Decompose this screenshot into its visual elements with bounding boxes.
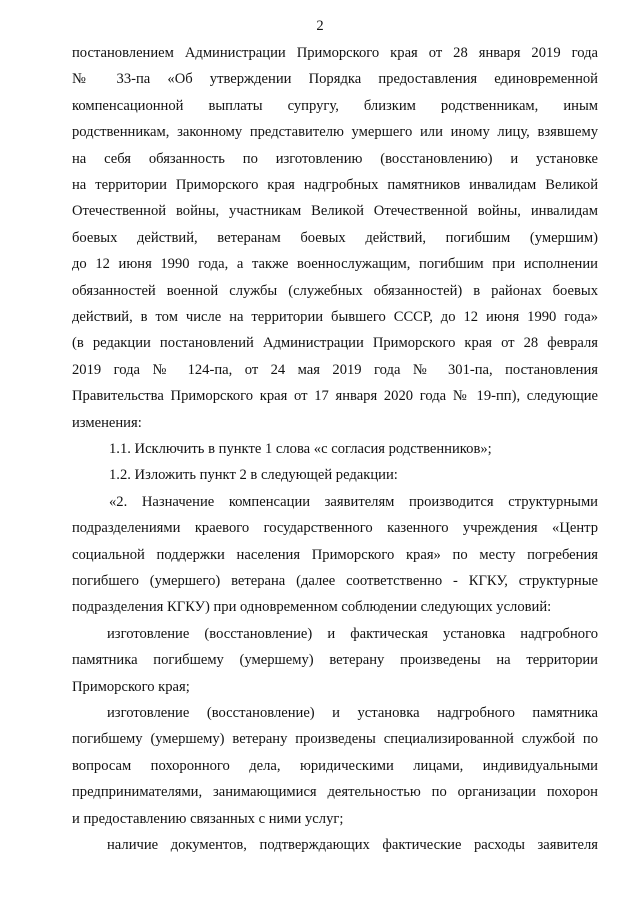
text-line: изготовление (восстановление) и фактическая установка надгробного — [107, 625, 598, 642]
text-line: 1.1. Исключить в пункте 1 слова «с согласия родственников»; — [109, 441, 492, 457]
text-line: постановлением Администрации Приморского края от 28 января 2019 года — [72, 45, 598, 61]
text-line: обязанностей военной службы (служебных обязанностей) в районах боевых — [72, 282, 598, 299]
text-line: боевых действий, ветеранам боевых действий, погибшим (умершим) — [72, 229, 598, 246]
text-line: подразделения КГКУ) при одновременном соблюдении следующих условий: — [72, 599, 552, 616]
text-line: погибшего (умершего) ветерана (далее соответственно - КГКУ, структурные — [72, 573, 598, 589]
text-line: и предоставлению связанных с ними услуг; — [72, 810, 344, 827]
text-line: изменения: — [72, 414, 142, 431]
text-line: наличие документов, подтверждающих фактические расходы заявителя — [107, 837, 598, 853]
text-line: 2019 года № 124-па, от 24 мая 2019 года № 301-па, постановления — [72, 361, 598, 378]
text-line: Правительства Приморского края от 17 января 2020 года № 19-пп), следующие — [72, 388, 598, 405]
page-number: 2 — [316, 18, 324, 34]
text-line: Отечественной войны, участникам Великой Отечественной войны, инвалидам — [72, 203, 598, 220]
text-line: «2. Назначение компенсации заявителям производится структурными — [109, 493, 598, 510]
text-line: 1.2. Изложить пункт 2 в следующей редакции: — [109, 467, 398, 484]
text-line: действий, в том числе на территории бывшего СССР, до 12 июня 1990 года» — [72, 309, 598, 325]
text-line: изготовление (восстановление) и установка надгробного памятника — [107, 705, 598, 721]
text-line: погибшему (умершему) ветерану произведены специализированной службой по — [72, 731, 598, 748]
text-line: компенсационной выплаты супругу, близким родственникам, иным — [72, 97, 598, 114]
text-line: социальной поддержки населения Приморского края» по месту погребения — [72, 546, 598, 563]
text-line: № 33-па «Об утверждении Порядка предоставления единовременной — [72, 71, 598, 88]
text-line: памятника погибшему (умершему) ветерану произведены на территории — [72, 652, 598, 669]
text-line: родственникам, законному представителю умершего или иному лицу, взявшему — [72, 124, 598, 141]
text-line: Приморского края; — [72, 678, 190, 695]
text-line: на территории Приморского края надгробных памятников инвалидам Великой — [72, 177, 598, 193]
text-line: вопросам похоронного дела, юридическими лицами, индивидуальными — [72, 757, 598, 774]
text-line: до 12 июня 1990 года, а также военнослужащим, погибшим при исполнении — [72, 256, 598, 273]
text-line: (в редакции постановлений Администрации Приморского края от 28 февраля — [72, 335, 598, 352]
text-line: предпринимателями, занимающимися деятельностью по организации похорон — [72, 784, 598, 801]
text-line: на себя обязанность по изготовлению (восстановлению) и установке — [72, 150, 598, 167]
text-line: подразделениями краевого государственного казенного учреждения «Центр — [72, 520, 598, 537]
